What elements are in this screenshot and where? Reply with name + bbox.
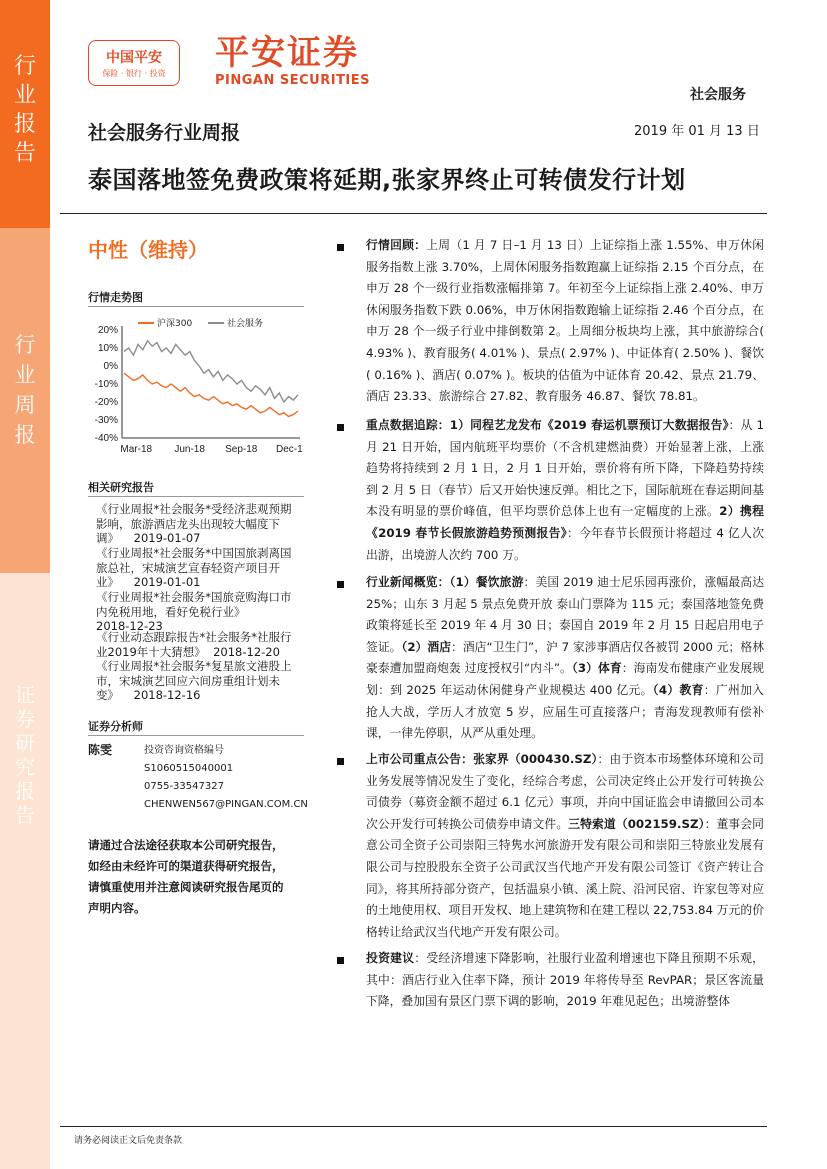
bullet-advice bbox=[337, 957, 344, 964]
chart-x-tick-label: Mar-18 bbox=[120, 444, 153, 455]
pingan-securities-logo: 平安证券 PINGAN SECURITIES bbox=[215, 33, 371, 88]
section-company-announcements: 上市公司重点公告：张家界（000430.SZ）：由于资本市场整体环境和公司业务发展等情况发生了变化，经综合考虑，公司决定终止公开发行可转换公司债券（募资金额不超过 6.1 亿元）事项，并向中国证监会申请撤回公司本次公开发行可转换公司债券申请文件。三特索道（002159.SZ）：董事会同意公司全资子公司崇阳三特隽水河旅游开发有限公司和崇阳三特旅业发展有限公司与控股股东全资子公司武汉当代地产开发有限公司签订《资产转让合同》，将其所持部分资产，包括温泉小镇、溪上院、沿河民宿、许家包等对应的土地使用权、项目开发权、地上建筑物和在建工程以 22,753.84 万元的价格转让给武汉当代地产开发有限公司。 bbox=[366, 752, 764, 939]
analyst-cert-label: 投资咨询资格编号 bbox=[144, 745, 224, 756]
chart-y-tick-label: 10% bbox=[97, 343, 118, 354]
chart-section-title: 行情走势图 bbox=[88, 291, 143, 304]
chart-y-tick-label: -10% bbox=[94, 379, 118, 390]
analyst-divider bbox=[88, 735, 304, 736]
report-type: 社会服务行业周报 bbox=[88, 122, 241, 144]
sidebar-label-weekly: 行 业 周 报 bbox=[14, 333, 36, 447]
related-report-5[interactable]: 《行业周报*社会服务*复星旅文港股上市，宋城演艺回应六间房重组计划未变》 2018-12-16 bbox=[96, 659, 292, 703]
sidebar-label-report: 行 业 报 告 bbox=[13, 54, 36, 166]
sidebar-label-research: 证 券 研 究 报 告 bbox=[15, 683, 35, 827]
related-report-1[interactable]: 《行业周报*社会服务*受经济悲观预期影响，旅游酒店龙头出现较大幅度下调》 2019-01-07 bbox=[96, 502, 292, 546]
bullet-keydata bbox=[337, 424, 344, 431]
page-title: 泰国落地签免费政策将延期,张家界终止可转债发行计划 bbox=[88, 166, 686, 194]
rating-badge: 中性（维持） bbox=[88, 238, 208, 262]
sidebar bbox=[0, 0, 50, 1169]
chart-x-tick-label: Sep-18 bbox=[225, 444, 258, 455]
analyst-cert-no: S1060515040001 bbox=[144, 763, 234, 774]
section-market-review: 行情回顾：上周（1 月 7 日–1 月 13 日）上证综指上涨 1.55%、申万休闲服务指数上涨 3.70%，上周休闲服务指数跑赢上证综指 2.15 个百分点，在申万 28 个一级行业指数涨幅排第 7。年初至今上证综指上涨 2.40%、申万休闲服务指数下跌 0.06%，申万休闲指数跑输上证综指 2.46 个百分点，在申万 28 个一级子行业中排倒数第 2。上周细分板块均上涨，其中旅游综合( 4.93% )、教育服务( 4.01% )、景点( 2.97% )、中证体育( 2.50% )、餐饮( 0.16% )、酒店( 0.07% )。板块的估值为中证体育 20.42、景点 21.79、酒店 23.33、旅游综合 27.82、教育服务 46.87、餐饮 78.81。 bbox=[366, 238, 764, 404]
analyst-email[interactable]: CHENWEN567@PINGAN.COM.CN bbox=[144, 799, 308, 810]
market-trend-chart bbox=[88, 312, 306, 462]
bullet-company bbox=[337, 758, 344, 765]
sidebar-block-research bbox=[0, 573, 50, 1169]
footer-divider bbox=[60, 1126, 767, 1127]
chart-y-tick-label: -30% bbox=[94, 415, 118, 426]
chart-series-line bbox=[124, 373, 298, 416]
analyst-name: 陈雯 bbox=[88, 743, 113, 757]
related-report-3[interactable]: 《行业周报*社会服务*国旅竞购海口市内免税用地，看好免税行业》 2018-12-23 bbox=[96, 590, 292, 634]
chart-y-tick-label: -20% bbox=[94, 397, 118, 408]
chart-legend-label: 沪深300 bbox=[157, 319, 193, 329]
section-investment-advice: 投资建议：受经济增速下降影响，社服行业盈利增速也下降且预期不乐观，其中：酒店行业入住率下降，预计 2019 年将传导至 RevPAR；景区客流量下降，叠加国有景区门票下调的影响，2019 年难见起色；出境游整体 bbox=[366, 951, 764, 1009]
related-reports-divider bbox=[88, 496, 304, 497]
chart-x-tick-label: Dec-1 bbox=[275, 444, 303, 455]
compliance-notice: 请通过合法途径获取本公司研究报告，如经由未经许可的渠道获得研究报告，请慎重使用并注意阅读研究报告尾页的声明内容。 bbox=[88, 838, 284, 915]
industry-category: 社会服务 bbox=[690, 87, 746, 103]
section-industry-news: 行业新闻概览：（1）餐饮旅游：美国 2019 迪士尼乐园再涨价，涨幅最高达 25%；山东 3 月起 5 景点免费开放 泰山门票降为 115 元；泰国落地签免费政策将延长至 2019 年 4 月 30 日；泰国自 2019 年 2 月 15 日起启用电子签证。（2）酒店：酒店“卫生门”，沪 7 家涉事酒店仅各被罚 2000 元；格林豪泰遭加盟商炮轰 过度授权引“内斗”。（3）体育：海南发布健康产业发展规划：到 2025 年运动休闲健身产业规模达 400 亿元。（4）教育：广州加入抢人大战，学历人才放宽 5 岁，应届生可直接落户；青海发现教师有偿补课，一律先停职，从严从重处理。 bbox=[366, 575, 764, 741]
pingan-group-logo: 中国平安 保险 · 银行 · 投资 bbox=[88, 40, 180, 86]
bullet-news bbox=[337, 581, 344, 588]
chart-y-tick-label: 20% bbox=[97, 325, 118, 336]
chart-x-tick-label: Jun-18 bbox=[174, 444, 205, 455]
chart-legend-label: 社会服务 bbox=[227, 319, 264, 329]
analyst-phone: 0755-33547327 bbox=[144, 781, 224, 792]
header-divider bbox=[60, 213, 767, 214]
chart-title-divider bbox=[88, 306, 304, 307]
related-report-4[interactable]: 《行业动态跟踪报告*社会服务*社服行业2019年十大猜想》 2018-12-20 bbox=[96, 630, 292, 659]
chart-series-line bbox=[124, 341, 298, 402]
report-date: 2019 年 01 月 13 日 bbox=[634, 124, 760, 139]
related-report-2[interactable]: 《行业周报*社会服务*中国国旅剥离国旅总社，宋城演艺宣春轻资产项目开业》 2019-01-01 bbox=[96, 546, 292, 590]
bullet-market bbox=[337, 244, 344, 251]
analyst-details bbox=[144, 742, 308, 814]
section-key-data: 重点数据追踪：1）同程艺龙发布《2019 春运机票预订大数据报告》：从 1 月 21 日开始，国内航班平均票价（不含机建燃油费）开始显著上涨，上涨趋势将持续到 2 月 1 日，2 月 1 日开始，票价将有所下降，下降趋势持续到 2 月 5 日（春节）后又开始快速反弹。相比之下，国际航班在春运期间基本没有明显的票价峰值，但平均票价总体上也有一定幅度的上涨。2）携程《2019 春节长假旅游趋势预测报告》：今年春节长假预计将超过 4 亿人次出游，出境游人次约 700 万。 bbox=[366, 418, 764, 562]
chart-y-tick-label: 0% bbox=[103, 361, 118, 372]
related-reports-title: 相关研究报告 bbox=[88, 481, 154, 494]
footer-disclaimer[interactable]: 请务必阅读正文后免责条款 bbox=[74, 1136, 183, 1146]
analyst-section-title: 证券分析师 bbox=[88, 720, 143, 733]
chart-y-tick-label: -40% bbox=[94, 433, 118, 444]
